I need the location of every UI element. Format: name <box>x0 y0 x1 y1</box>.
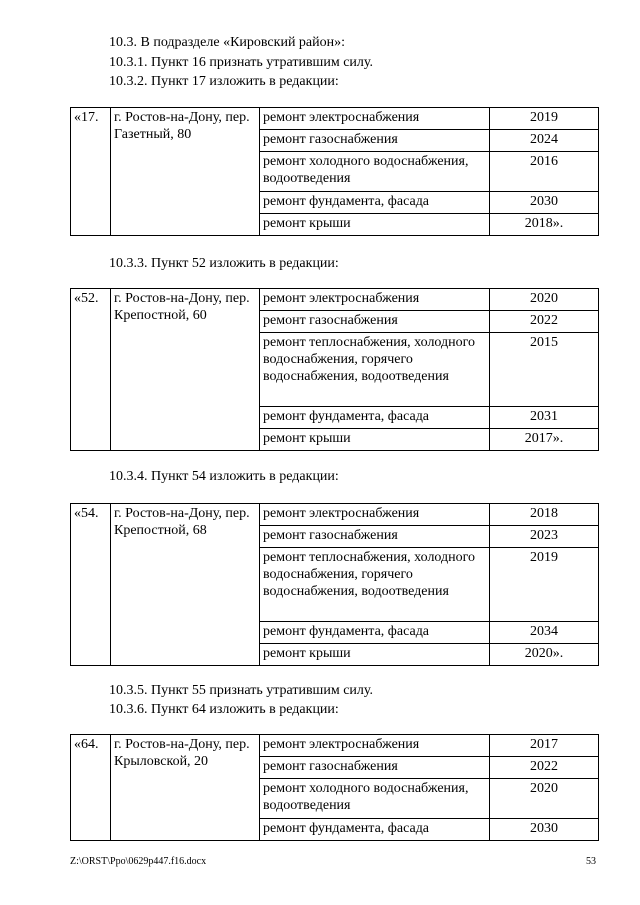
item-number: «17. <box>71 108 111 236</box>
repair-year: 2017». <box>490 429 599 451</box>
footer-file-path: Z:\ORST\Ppo\0629p447.f16.docx <box>70 856 207 867</box>
repair-year: 2015 <box>490 333 599 407</box>
repair-work: ремонт крыши <box>260 644 490 666</box>
clause-text: 10.3.6. Пункт 64 изложить в редакции: <box>109 702 339 717</box>
repair-year: 2016 <box>490 152 599 192</box>
repair-work: ремонт теплоснабжения, холодного водоснабжения, горячего водоснабжения, водоотведения <box>260 548 490 622</box>
repair-work: ремонт электроснабжения <box>260 108 490 130</box>
repair-work: ремонт крыши <box>260 429 490 451</box>
repair-year: 2024 <box>490 130 599 152</box>
repair-work: ремонт фундамента, фасада <box>260 819 490 841</box>
repair-year: 2019 <box>490 108 599 130</box>
repair-work: ремонт газоснабжения <box>260 757 490 779</box>
repair-table-52 <box>70 288 599 451</box>
repair-work: ремонт электроснабжения <box>260 289 490 311</box>
repair-year: 2031 <box>490 407 599 429</box>
item-number: «54. <box>71 504 111 666</box>
repair-work: ремонт газоснабжения <box>260 526 490 548</box>
repair-year: 2018 <box>490 504 599 526</box>
repair-year: 2022 <box>490 311 599 333</box>
page-number: 53 <box>586 856 596 867</box>
repair-work: ремонт холодного водоснабжения, водоотведения <box>260 152 490 192</box>
repair-table-64 <box>70 734 599 841</box>
repair-year: 2019 <box>490 548 599 622</box>
repair-table-17 <box>70 107 599 236</box>
repair-year: 2023 <box>490 526 599 548</box>
section-heading: 10.3. В подразделе «Кировский район»: <box>109 35 346 50</box>
repair-work: ремонт фундамента, фасада <box>260 192 490 214</box>
clause-text: 10.3.1. Пункт 16 признать утратившим силу. <box>109 55 373 70</box>
item-address: г. Ростов-на-Дону, пер. Крыловской, 20 <box>111 735 260 841</box>
repair-work: ремонт фундамента, фасада <box>260 622 490 644</box>
repair-year: 2030 <box>490 819 599 841</box>
item-number: «52. <box>71 289 111 451</box>
repair-work: ремонт теплоснабжения, холодного водоснабжения, горячего водоснабжения, водоотведения <box>260 333 490 407</box>
item-address: г. Ростов-на-Дону, пер. Крепостной, 68 <box>111 504 260 666</box>
repair-year: 2034 <box>490 622 599 644</box>
repair-year: 2020». <box>490 644 599 666</box>
clause-text: 10.3.3. Пункт 52 изложить в редакции: <box>109 256 339 271</box>
item-address: г. Ростов-на-Дону, пер. Газетный, 80 <box>111 108 260 236</box>
repair-year: 2017 <box>490 735 599 757</box>
repair-work: ремонт газоснабжения <box>260 130 490 152</box>
clause-text: 10.3.2. Пункт 17 изложить в редакции: <box>109 74 339 89</box>
item-number: «64. <box>71 735 111 841</box>
repair-year: 2022 <box>490 757 599 779</box>
repair-work: ремонт электроснабжения <box>260 504 490 526</box>
repair-work: ремонт холодного водоснабжения, водоотведения <box>260 779 490 819</box>
repair-work: ремонт фундамента, фасада <box>260 407 490 429</box>
repair-work: ремонт электроснабжения <box>260 735 490 757</box>
repair-year: 2020 <box>490 779 599 819</box>
item-address: г. Ростов-на-Дону, пер. Крепостной, 60 <box>111 289 260 451</box>
repair-year: 2020 <box>490 289 599 311</box>
repair-work: ремонт газоснабжения <box>260 311 490 333</box>
repair-year: 2030 <box>490 192 599 214</box>
repair-table-54 <box>70 503 599 666</box>
clause-text: 10.3.5. Пункт 55 признать утратившим силу. <box>109 683 373 698</box>
repair-work: ремонт крыши <box>260 214 490 236</box>
repair-year: 2018». <box>490 214 599 236</box>
clause-text: 10.3.4. Пункт 54 изложить в редакции: <box>109 469 339 484</box>
